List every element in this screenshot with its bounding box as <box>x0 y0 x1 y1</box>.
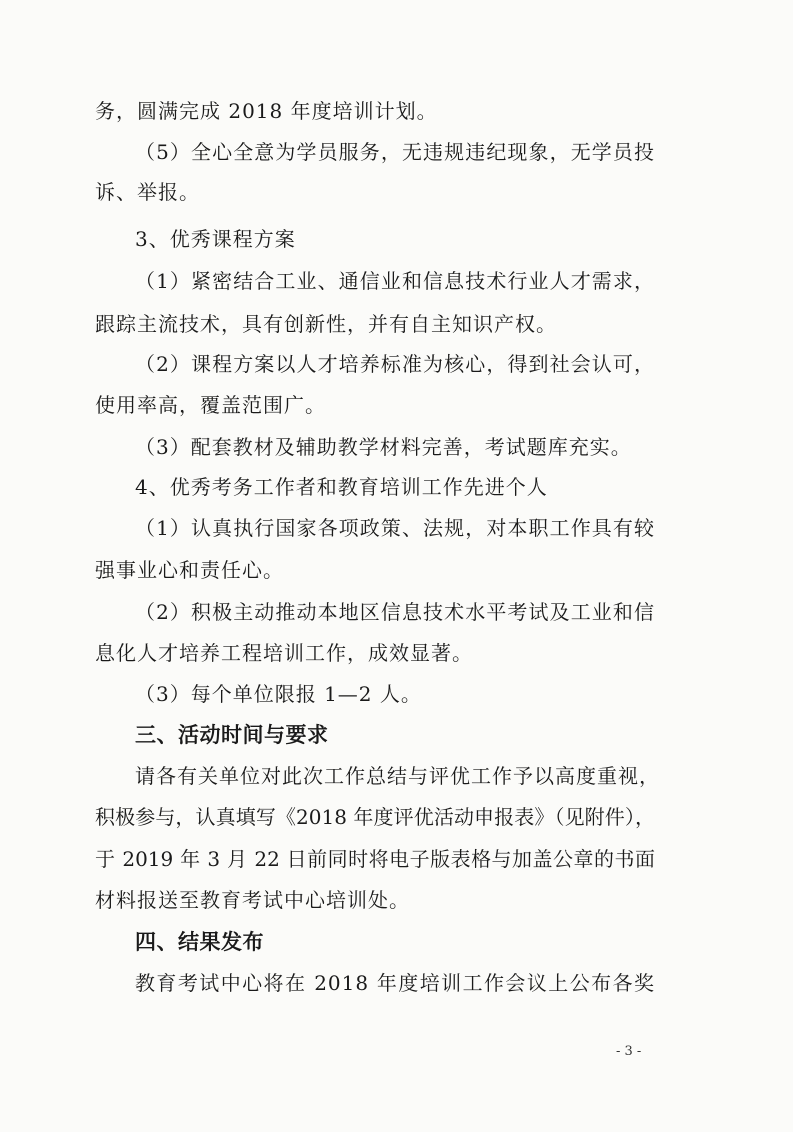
paragraph-line: （2）课程方案以人才培养标准为核心，得到社会认可， <box>135 352 655 376</box>
paragraph-line: 务，圆满完成 2018 年度培训计划。 <box>95 99 438 123</box>
section-subheading: 4、优秀考务工作者和教育培训工作先进个人 <box>135 475 548 499</box>
section-subheading: 3、优秀课程方案 <box>135 227 296 251</box>
paragraph-line: （5）全心全意为学员服务，无违规违纪现象，无学员投 <box>135 140 655 164</box>
paragraph-line: 息化人才培养工程培训工作，成效显著。 <box>95 641 473 665</box>
paragraph-line: （2）积极主动推动本地区信息技术水平考试及工业和信 <box>135 600 655 624</box>
paragraph-line: 强事业心和责任心。 <box>95 558 284 582</box>
paragraph-line: 使用率高，覆盖范围广。 <box>95 393 326 417</box>
paragraph-line: 教育考试中心将在 2018 年度培训工作会议上公布各奖 <box>135 971 655 995</box>
paragraph-line: （1）紧密结合工业、通信业和信息技术行业人才需求， <box>135 269 655 293</box>
paragraph-line: （3）配套教材及辅助教学材料完善，考试题库充实。 <box>135 435 632 459</box>
paragraph-line: 材料报送至教育考试中心培训处。 <box>95 888 410 912</box>
paragraph-line: （1）认真执行国家各项政策、法规，对本职工作具有较 <box>135 516 655 540</box>
paragraph-line: 积极参与，认真填写《2018 年度评优活动申报表》（见附件）， <box>95 805 655 829</box>
paragraph-line: 于 2019 年 3 月 22 日前同时将电子版表格与加盖公章的书面 <box>95 847 655 871</box>
section-heading: 四、结果发布 <box>135 930 264 954</box>
page-number: - 3 - <box>616 1044 642 1059</box>
paragraph-line: 请各有关单位对此次工作总结与评优工作予以高度重视， <box>135 764 660 788</box>
paragraph-line: （3）每个单位限报 1—2 人。 <box>135 682 422 706</box>
paragraph-line: 诉、举报。 <box>95 180 200 204</box>
section-heading: 三、活动时间与要求 <box>135 723 329 747</box>
paragraph-line: 跟踪主流技术，具有创新性，并有自主知识产权。 <box>95 312 557 336</box>
